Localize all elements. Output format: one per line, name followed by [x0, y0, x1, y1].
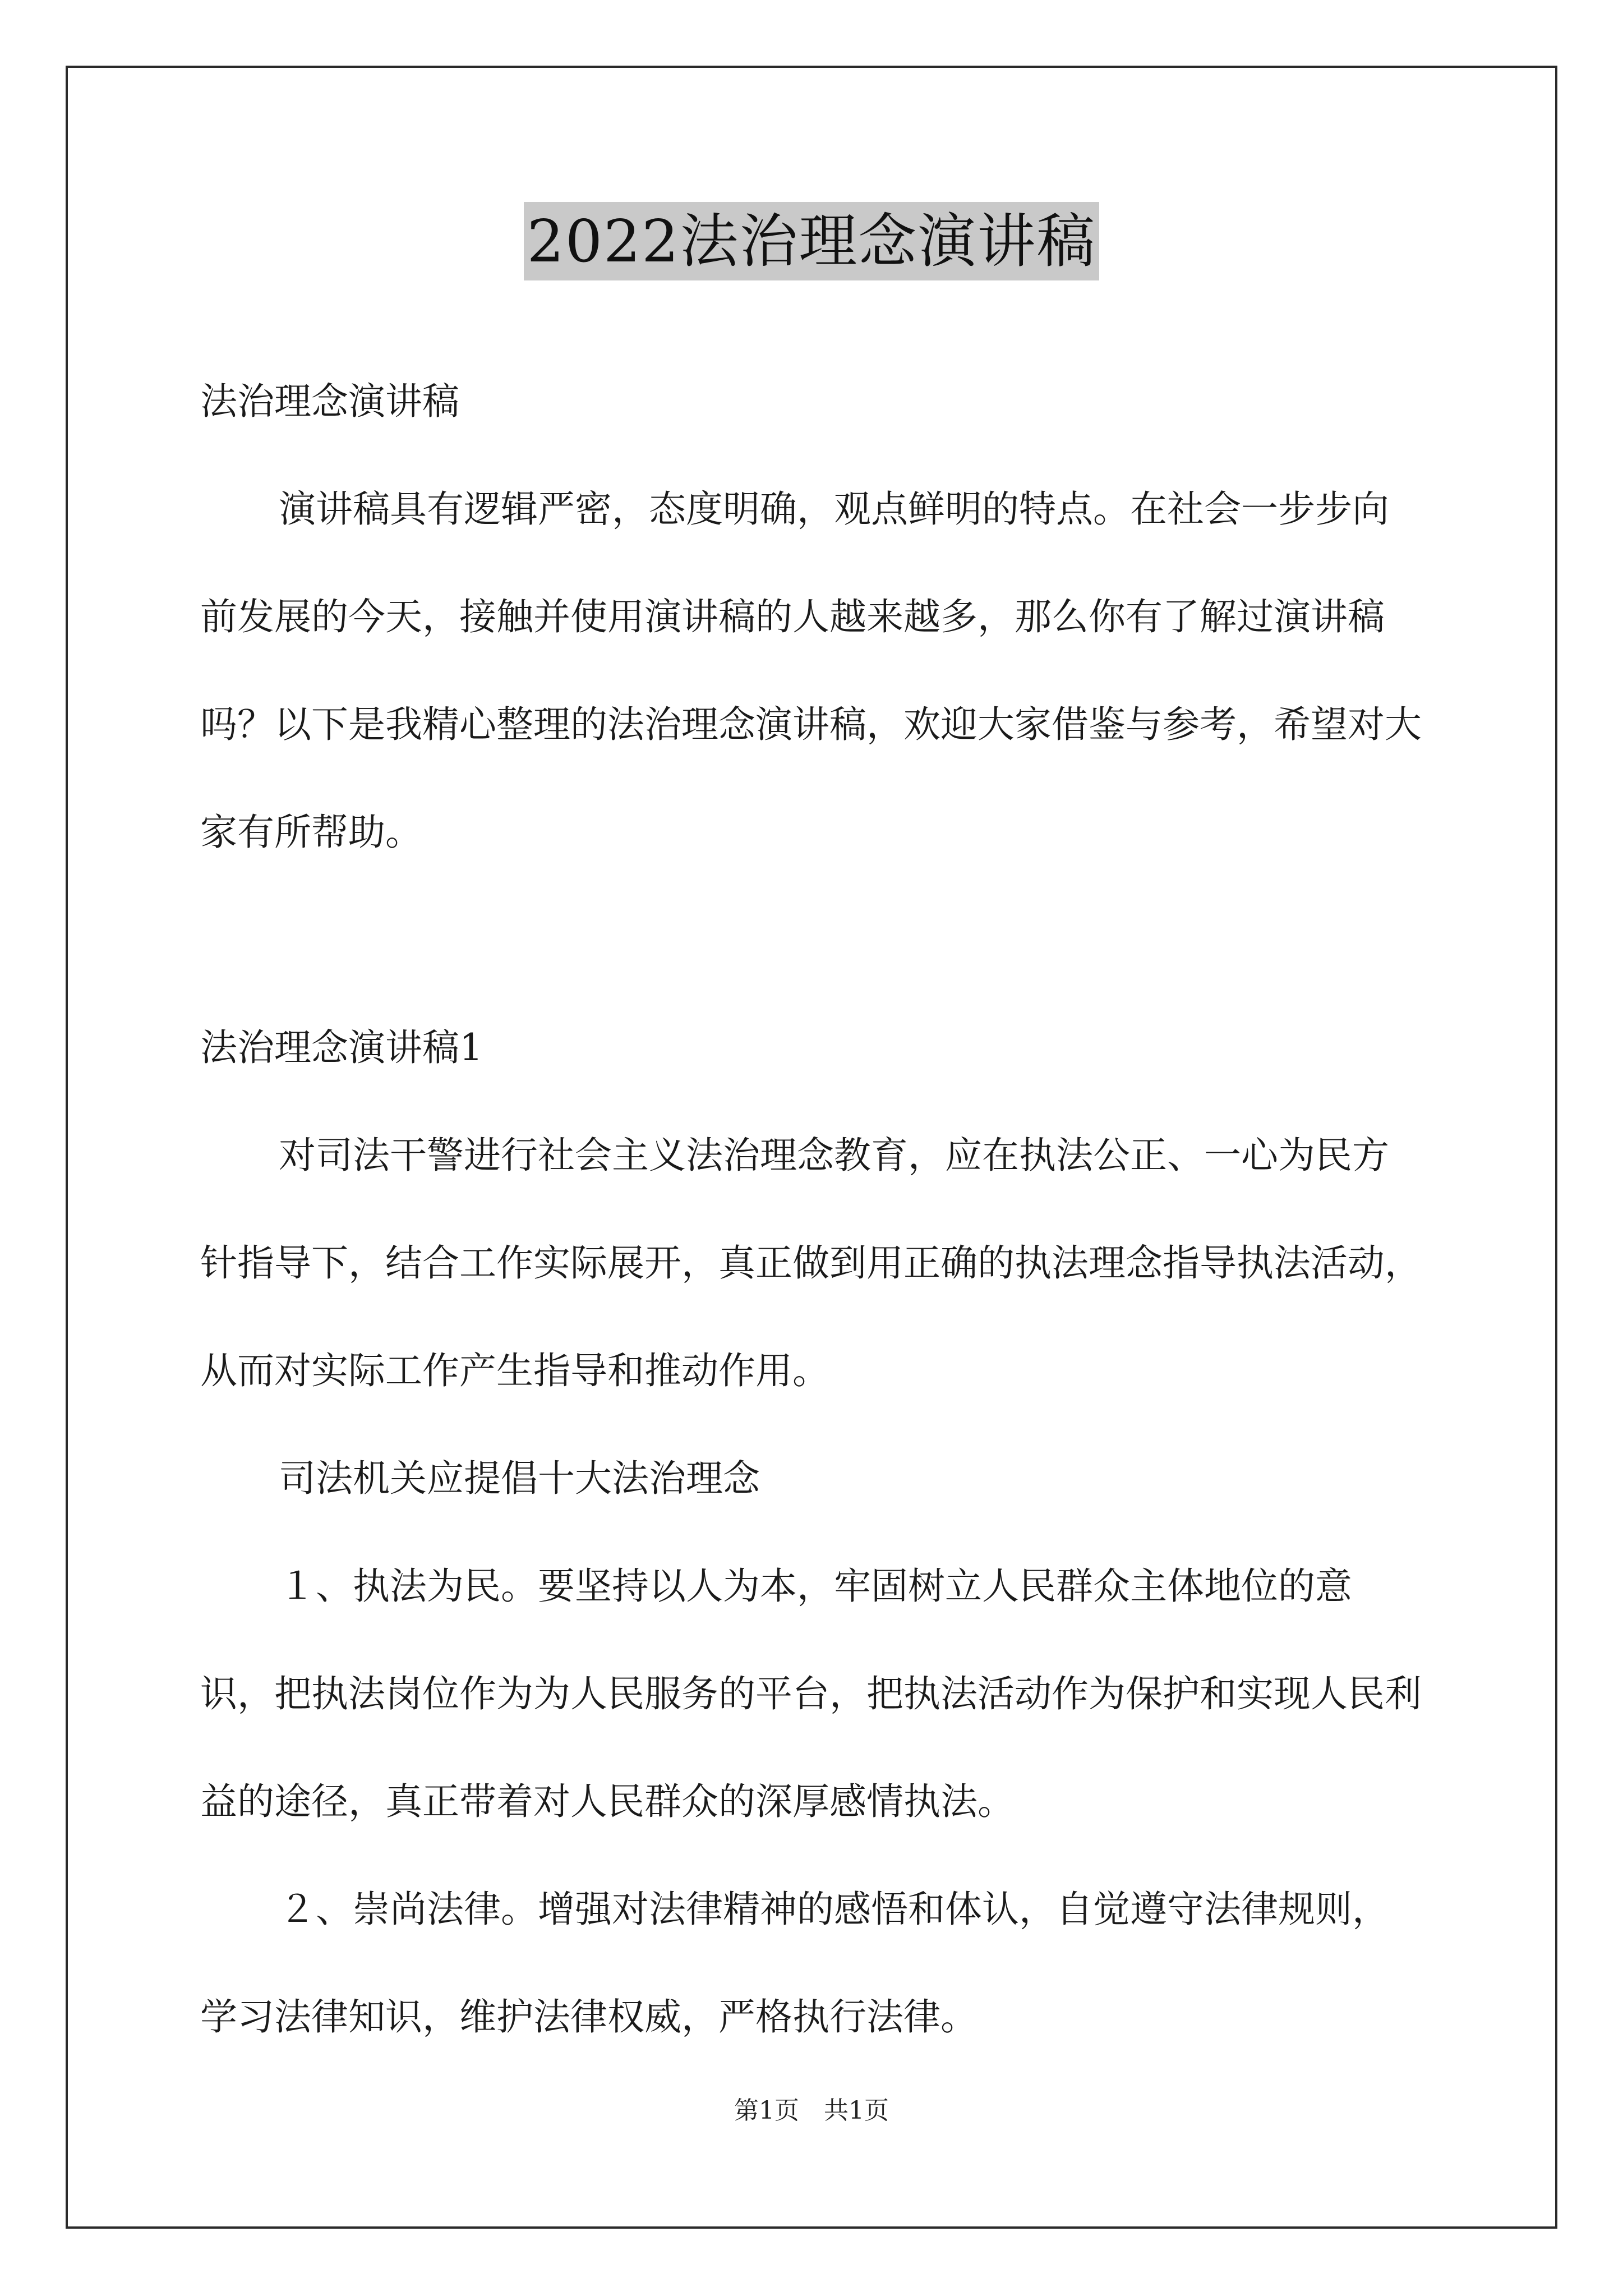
page-footer: 第1页 共1页 — [734, 2096, 889, 2125]
intro-paragraph: 演讲稿具有逻辑严密，态度明确，观点鲜明的特点。在社会一步步向前发展的今天，接触并使用演讲稿的人越来越多，那么你有了解过演讲稿吗？以下是我精心整理的法治理念演讲稿，欢迎大家借鉴与参考，希望对大家有所帮助。 — [200, 487, 1422, 854]
section-heading: 法治理念演讲稿1 — [200, 1026, 483, 1069]
list-item: １、执法为民。要坚持以人为本，牢固树立人民群众主体地位的意识，把执法岗位作为为人民服务的平台，把执法活动作为保护和实现人民利益的途径，真正带着对人民群众的深厚感情执法。 — [200, 1565, 1422, 1823]
list-item: ２、崇尚法律。增强对法律精神的感悟和体认，自觉遵守法律规则，学习法律知识，维护法律权威，严格执行法律。 — [200, 1888, 1389, 2039]
document-title: 2022法治理念演讲稿 — [524, 202, 1100, 280]
subtitle-heading: 法治理念演讲稿 — [200, 380, 459, 423]
body-paragraph: 对司法干警进行社会主义法治理念教育，应在执法公正、一心为民方针指导下，结合工作实际展开，真正做到用正确的执法理念指导执法活动，从而对实际工作产生指导和推动作用。 — [200, 1134, 1422, 1392]
document-body — [200, 348, 1423, 2071]
title-container — [0, 202, 1623, 280]
list-heading: 司法机关应提倡十大法治理念 — [279, 1457, 760, 1500]
